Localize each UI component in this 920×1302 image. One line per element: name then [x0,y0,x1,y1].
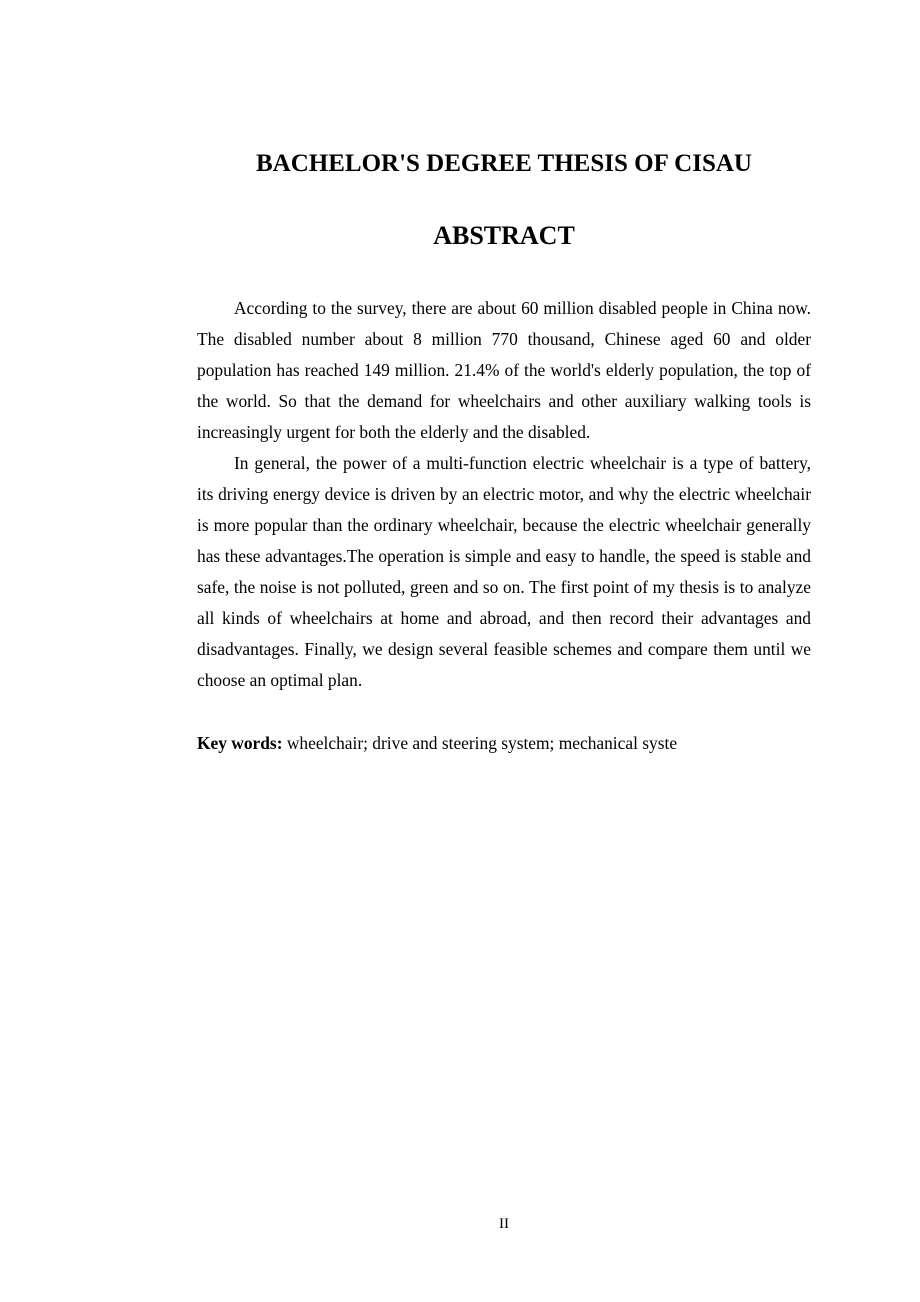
keywords-text: wheelchair; drive and steering system; mechanical syste [282,733,678,753]
abstract-paragraph-1: According to the survey, there are about 60 million disabled people in China now. The disabled number about 8 million 770 thousand, Chinese aged 60 and older population has reached 149 million. 21.4% of the world's elderly population, the top of the world. So that the demand for wheelchairs and other auxiliary walking tools is increasingly urgent for both the elderly and the disabled. [197,298,811,442]
abstract-paragraph-2: In general, the power of a multi-function electric wheelchair is a type of battery, its driving energy device is driven by an electric motor, and why the electric wheelchair is more popular than the ordinary wheelchair, because the electric wheelchair generally has these advantages.The operation is simple and easy to handle, the speed is stable and safe, the noise is not polluted, green and so on. The first point of my thesis is to analyze all kinds of wheelchairs at home and abroad, and then record their advantages and disadvantages. Finally, we design several feasible schemes and compare them until we choose an optimal plan. [197,453,811,690]
keywords-line [197,728,811,759]
keywords-label: Key words: [197,733,283,753]
abstract-body [197,293,811,696]
thesis-title: BACHELOR'S DEGREE THESIS OF CISAU [256,150,752,177]
abstract-heading: ABSTRACT [433,221,575,250]
page-number: II [499,1216,509,1232]
